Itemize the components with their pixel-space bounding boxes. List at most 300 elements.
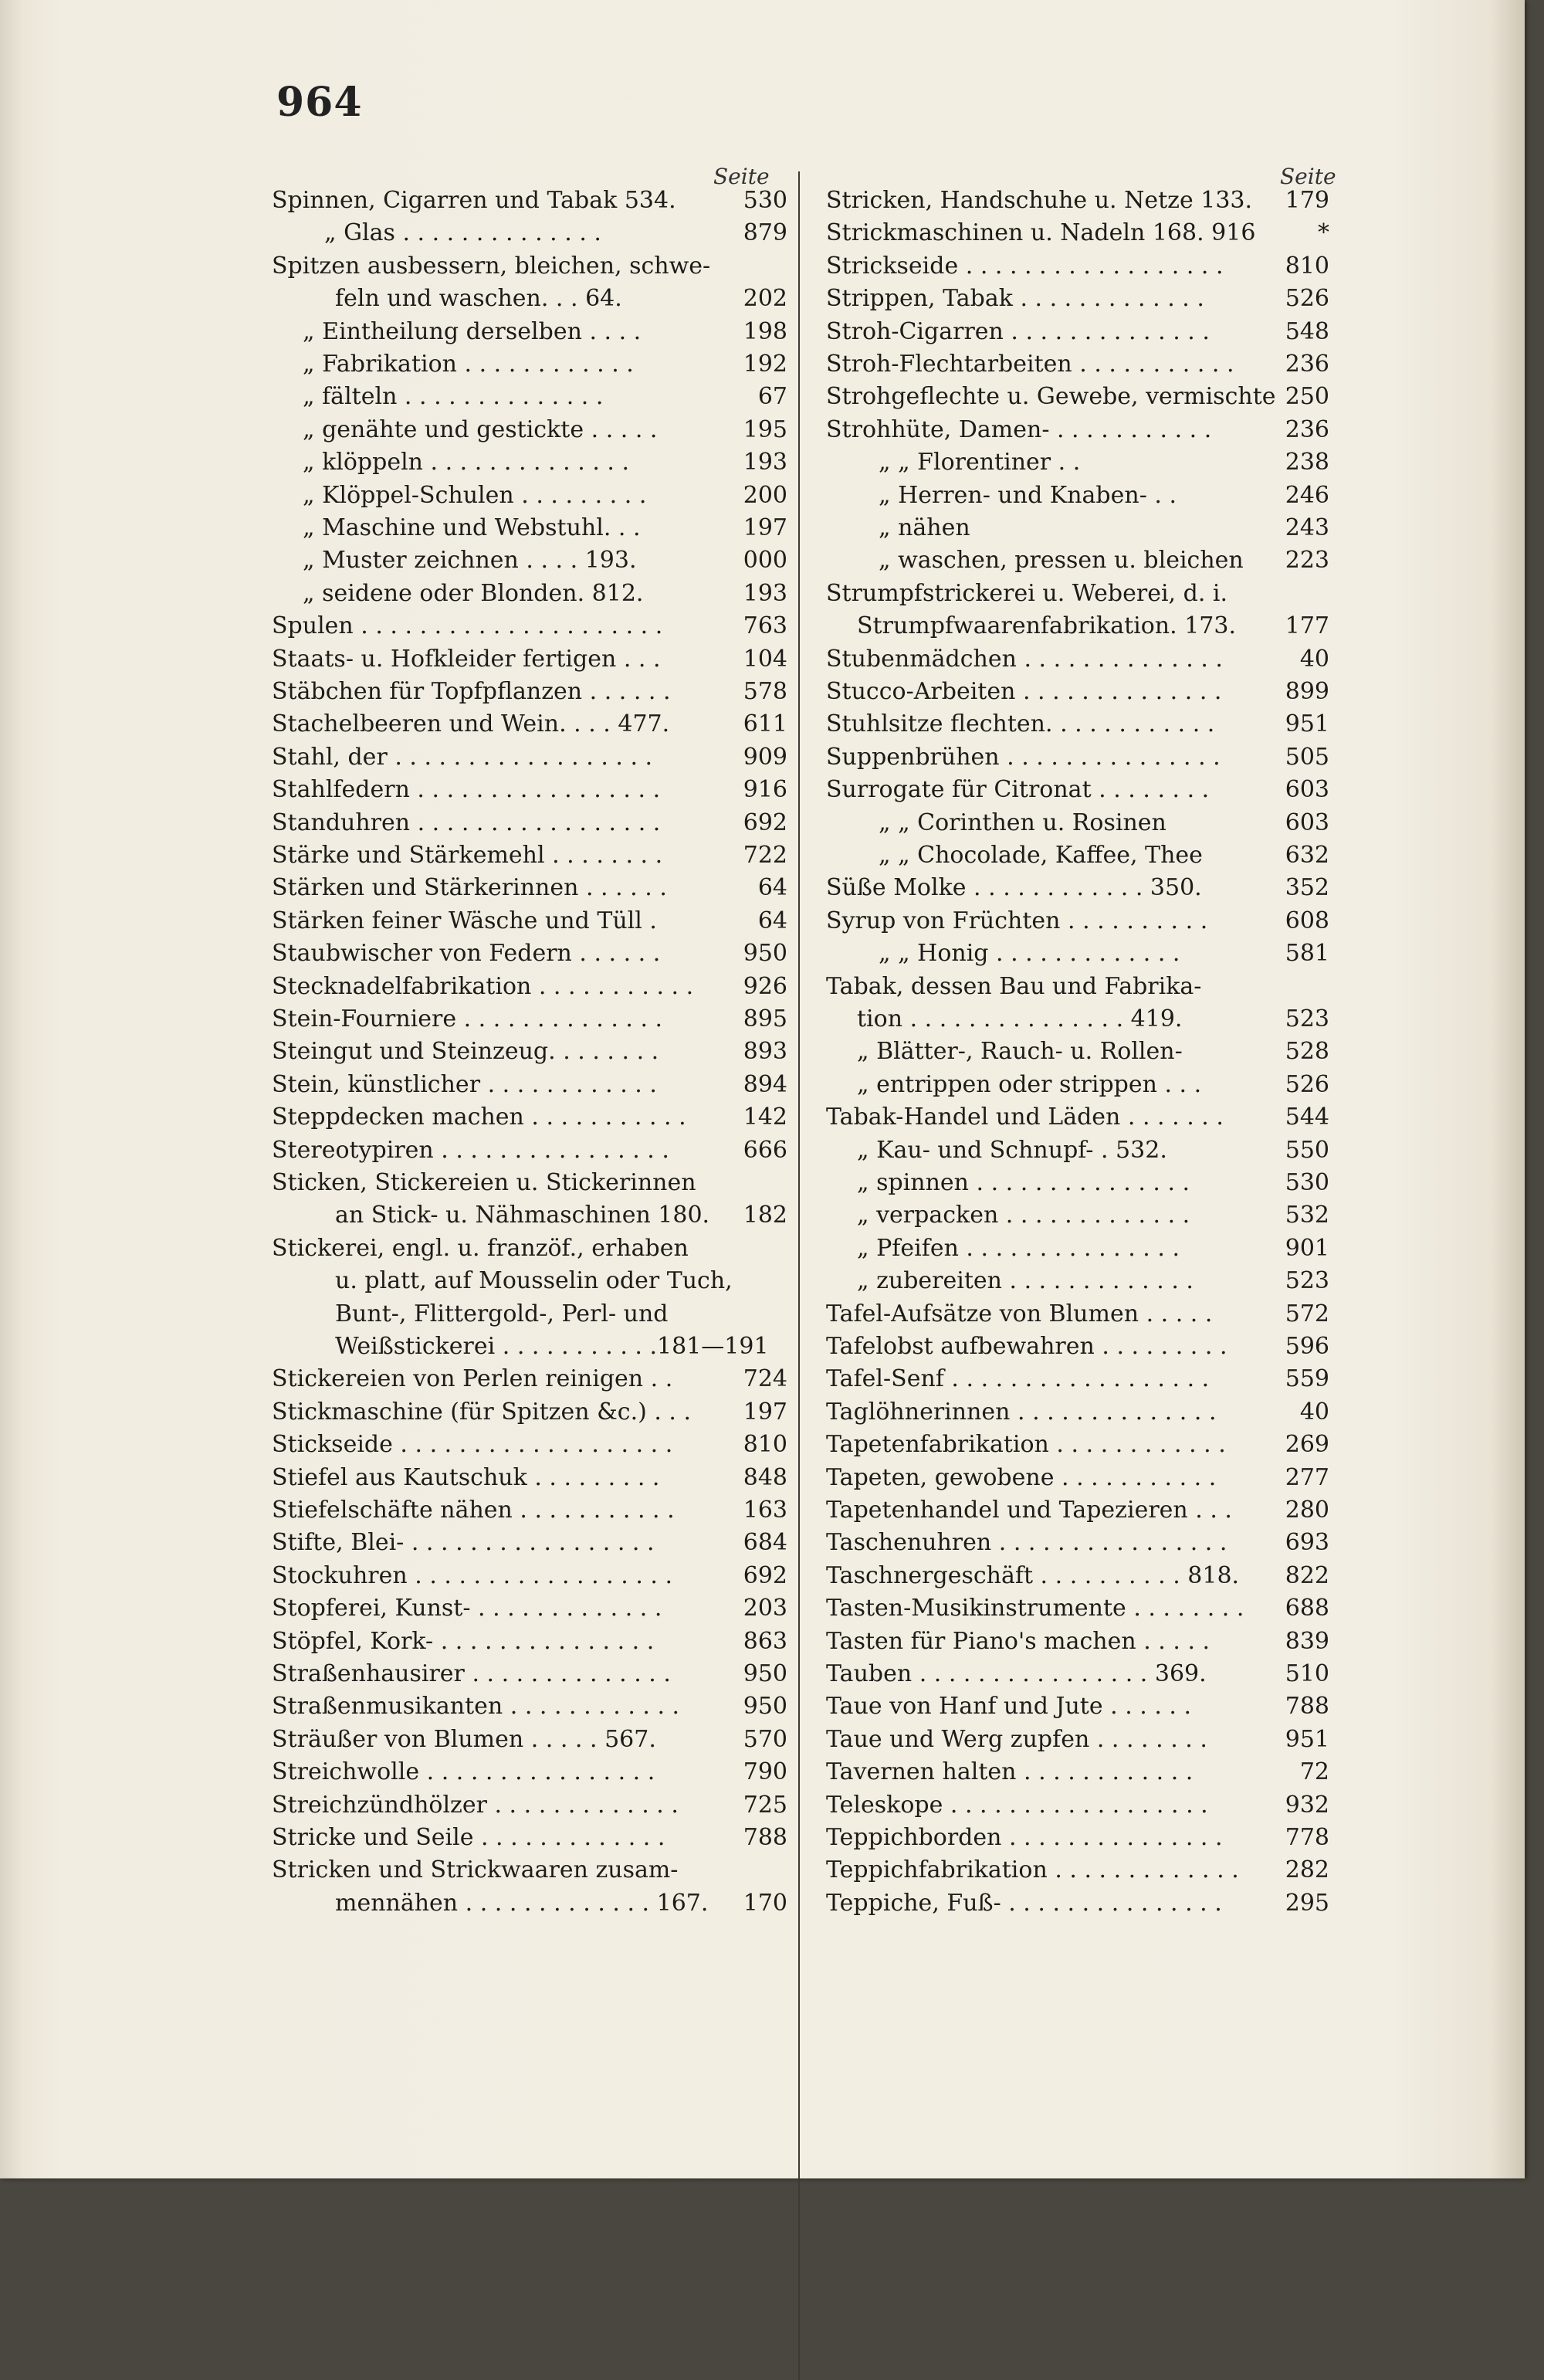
index-entry	[272, 1855, 787, 1886]
index-entry-page: 104	[743, 645, 787, 673]
index-entry-text: Surrogate für Citronat . . . . . . . .	[826, 776, 1210, 804]
index-entry-page: 192	[743, 351, 787, 378]
index-entry-text: „ seidene oder Blonden. 812.	[303, 579, 644, 607]
index-entry-page: 693	[1285, 1529, 1329, 1557]
index-entry	[272, 513, 787, 544]
index-entry-page: 530	[743, 187, 787, 214]
index-entry	[826, 1626, 1329, 1657]
index-entry-text: u. platt, auf Mousselin oder Tuch,	[335, 1267, 733, 1295]
index-entry-page: 909	[743, 743, 787, 771]
index-entry	[826, 1070, 1329, 1100]
index-entry	[826, 1659, 1329, 1690]
index-entry-text: Spitzen ausbessern, bleichen, schwe-	[272, 252, 711, 280]
index-entry-page: 666	[743, 1136, 787, 1164]
index-entry-page: 548	[1285, 317, 1329, 345]
index-entry-text: „ Maschine und Webstuhl. . .	[303, 514, 641, 541]
index-entry	[272, 1429, 787, 1460]
index-entry-text: Stöpfel, Kork- . . . . . . . . . . . . . . .	[272, 1627, 655, 1655]
index-entry-page: 195	[743, 415, 787, 443]
index-entry-text: „ Klöppel-Schulen . . . . . . . . .	[303, 481, 647, 509]
index-entry	[826, 283, 1329, 314]
index-entry-page: 894	[743, 1070, 787, 1098]
index-entry	[826, 742, 1329, 773]
index-entry-page: 72	[1299, 1758, 1329, 1786]
index-entry	[272, 676, 787, 707]
index-entry-text: Tapetenhandel und Tapezieren . . .	[826, 1497, 1232, 1524]
index-entry	[272, 349, 787, 380]
index-entry	[826, 1527, 1329, 1558]
index-entry-page: 778	[1285, 1824, 1329, 1851]
index-entry	[272, 185, 787, 216]
index-entry	[826, 1855, 1329, 1886]
index-entry	[826, 676, 1329, 707]
index-entry-page: 901	[1285, 1234, 1329, 1262]
index-entry-page: 179	[1285, 187, 1329, 214]
index-entry-text: Weißstickerei . . . . . . . . . . .181—191	[335, 1333, 769, 1360]
index-entry-text: Stockuhren . . . . . . . . . . . . . . . . . .	[272, 1561, 673, 1589]
index-entry-text: Tapeten, gewobene . . . . . . . . . . .	[826, 1463, 1217, 1491]
index-entry-text: Stiefelschäfte nähen . . . . . . . . . . .	[272, 1497, 675, 1524]
index-entry-page: 200	[743, 481, 787, 509]
index-entry-text: Tauben . . . . . . . . . . . . . . . . 369.	[826, 1660, 1207, 1687]
index-entry	[826, 447, 1329, 478]
index-entry-text: feln und waschen. . . 64.	[335, 285, 622, 313]
index-entry-page: 295	[1285, 1889, 1329, 1917]
index-entry-text: Stucco-Arbeiten . . . . . . . . . . . . . .	[826, 678, 1222, 705]
index-entry	[826, 185, 1329, 216]
index-entry	[826, 513, 1329, 544]
index-entry-text: Stecknadelfabrikation . . . . . . . . . . .	[272, 972, 694, 1000]
index-entry	[272, 1364, 787, 1395]
index-entry-page: 932	[1285, 1791, 1329, 1819]
index-entry-text: Stickmaschine (für Spitzen &c.) . . .	[272, 1398, 692, 1426]
index-entry-page: 603	[1285, 809, 1329, 836]
index-entry	[826, 480, 1329, 511]
index-entry-page: 532	[1285, 1202, 1329, 1229]
index-entry	[826, 578, 1329, 609]
index-entry-text: an Stick- u. Nähmaschinen 180.	[335, 1202, 710, 1229]
index-entry-page: 193	[743, 579, 787, 607]
index-entry-text: Taue und Werg zupfen . . . . . . . .	[826, 1725, 1207, 1753]
index-entry-text: Stickerei, engl. u. franzöf., erhaben	[272, 1234, 689, 1262]
index-entry	[272, 1168, 787, 1198]
index-entry	[272, 1593, 787, 1624]
index-entry	[272, 283, 787, 314]
index-entry	[272, 317, 787, 348]
index-entry-page: 822	[1285, 1561, 1329, 1589]
index-entry-page: 523	[1285, 1267, 1329, 1295]
index-entry-page: 67	[757, 383, 787, 411]
index-entry	[826, 1036, 1329, 1067]
index-entry	[826, 1233, 1329, 1264]
index-entry-text: Straßenmusikanten . . . . . . . . . . . .	[272, 1693, 680, 1721]
index-entry-text: Stubenmädchen . . . . . . . . . . . . . .	[826, 645, 1223, 673]
index-entry-page: 608	[1285, 907, 1329, 934]
index-entry-text: Teppichborden . . . . . . . . . . . . . . .	[826, 1824, 1223, 1851]
index-entry-text: Stickereien von Perlen reinigen . .	[272, 1365, 673, 1393]
index-entry	[826, 1888, 1329, 1919]
index-entry-page: 839	[1285, 1627, 1329, 1655]
index-entry-text: „ „ Florentiner . .	[879, 449, 1081, 476]
index-entry-text: „ Glas . . . . . . . . . . . . . .	[324, 219, 601, 247]
index-entry-text: „ Kau- und Schnupf- . 532.	[857, 1136, 1167, 1164]
index-entry-page: 523	[1285, 1005, 1329, 1032]
index-entry-text: Strickseide . . . . . . . . . . . . . . . . . .	[826, 252, 1224, 280]
index-entry-page: 197	[743, 514, 787, 541]
index-entry-page: 250	[1285, 383, 1329, 411]
index-entry-page: 951	[1285, 710, 1329, 738]
index-entry-text: Strohgeflechte u. Gewebe, vermischte	[826, 383, 1276, 411]
index-entry-text: Steingut und Steinzeug. . . . . . . .	[272, 1038, 659, 1066]
index-entry-page: 236	[1285, 351, 1329, 378]
index-entry	[826, 1822, 1329, 1853]
index-entry-page: 916	[743, 776, 787, 804]
index-entry-text: „ genähte und gestickte . . . . .	[303, 415, 658, 443]
index-entry	[272, 218, 787, 249]
index-entry-text: Taglöhnerinnen . . . . . . . . . . . . . .	[826, 1398, 1217, 1426]
index-entry	[826, 1691, 1329, 1722]
index-entry-text: „ Herren- und Knaben- . .	[879, 481, 1177, 509]
index-entry-page: *	[1318, 219, 1329, 247]
index-entry	[826, 1168, 1329, 1198]
index-entry-text: „ Pfeifen . . . . . . . . . . . . . . .	[857, 1234, 1180, 1262]
index-entry	[826, 1757, 1329, 1788]
index-entry-page: 544	[1285, 1104, 1329, 1131]
index-entry	[272, 1004, 787, 1035]
index-entry	[272, 251, 787, 282]
index-entry-text: Strumpfwaarenfabrikation. 173.	[857, 612, 1236, 640]
index-entry	[826, 1299, 1329, 1330]
index-entry-page: 725	[743, 1791, 787, 1819]
index-entry-page: 000	[743, 547, 787, 575]
index-entry-text: Tafelobst aufbewahren . . . . . . . . .	[826, 1333, 1227, 1360]
index-entry-text: Syrup von Früchten . . . . . . . . . .	[826, 907, 1208, 934]
index-entry-page: 223	[1285, 547, 1329, 575]
index-entry-text: Stäbchen für Topfpflanzen . . . . . .	[272, 678, 671, 705]
index-entry	[272, 1397, 787, 1428]
index-entry	[272, 873, 787, 904]
index-entry-text: Taue von Hanf und Jute . . . . . .	[826, 1693, 1192, 1721]
index-entry-page: 246	[1285, 481, 1329, 509]
index-entry-page: 170	[743, 1889, 787, 1917]
index-entry	[272, 971, 787, 1002]
index-entry	[272, 1659, 787, 1690]
index-entry-page: 352	[1285, 874, 1329, 902]
index-entry-page: 505	[1285, 743, 1329, 771]
index-entry	[826, 1331, 1329, 1362]
index-entry	[272, 415, 787, 446]
index-entry-text: „ entrippen oder strippen . . .	[857, 1070, 1202, 1098]
index-entry-page: 526	[1285, 1070, 1329, 1098]
index-entry	[826, 415, 1329, 446]
index-entry	[272, 1724, 787, 1755]
index-entry-page: 510	[1285, 1660, 1329, 1687]
index-entry-page: 530	[1285, 1169, 1329, 1196]
index-entry-text: Stroh-Cigarren . . . . . . . . . . . . . .	[826, 317, 1210, 345]
index-entry-text: „ „ Chocolade, Kaffee, Thee	[879, 842, 1203, 869]
index-entry	[826, 1724, 1329, 1755]
index-entry	[272, 1495, 787, 1526]
index-entry	[272, 775, 787, 805]
index-entry-page: 848	[743, 1463, 787, 1491]
index-entry-page: 926	[743, 972, 787, 1000]
index-entry-text: Tasten-Musikinstrumente . . . . . . . .	[826, 1595, 1244, 1622]
index-entry	[826, 1200, 1329, 1231]
index-entry-page: 603	[1285, 776, 1329, 804]
index-entry	[826, 611, 1329, 642]
index-entry-page: 893	[743, 1038, 787, 1066]
index-entry-text: „ Eintheilung derselben . . . .	[303, 317, 642, 345]
index-entry-page: 692	[743, 809, 787, 836]
index-entry-page: 203	[743, 1595, 787, 1622]
index-entry-page: 632	[1285, 842, 1329, 869]
column-divider	[798, 171, 800, 2380]
index-entry-text: Strumpfstrickerei u. Weberei, d. i.	[826, 579, 1228, 607]
index-entry-page: 951	[1285, 1725, 1329, 1753]
right-column-header: Seite	[1280, 164, 1336, 189]
index-entry	[826, 1135, 1329, 1166]
index-entry-page: 810	[743, 1431, 787, 1459]
index-entry	[272, 545, 787, 576]
index-entry-text: mennähen . . . . . . . . . . . . . 167.	[335, 1889, 709, 1917]
index-entry-text: Stuhlsitze flechten. . . . . . . . . . . .	[826, 710, 1215, 738]
index-entry	[826, 644, 1329, 675]
index-entry-page: 243	[1285, 514, 1329, 541]
index-entry-page: 763	[743, 612, 787, 640]
index-entry	[272, 1102, 787, 1133]
index-entry-text: Streichzündhölzer . . . . . . . . . . . . .	[272, 1791, 679, 1819]
index-entry-text: „ spinnen . . . . . . . . . . . . . . .	[857, 1169, 1190, 1196]
index-entry-page: 570	[743, 1725, 787, 1753]
index-entry	[272, 1135, 787, 1166]
index-entry-page: 788	[1285, 1693, 1329, 1721]
index-entry	[272, 1790, 787, 1821]
index-entry-text: Tasten für Piano's machen . . . . .	[826, 1627, 1210, 1655]
index-entry	[826, 808, 1329, 839]
index-entry	[272, 1299, 787, 1330]
index-entry-text: Stärken feiner Wäsche und Tüll .	[272, 907, 657, 934]
index-entry-page: 578	[743, 678, 787, 705]
index-entry	[826, 709, 1329, 740]
index-entry-text: Sticken, Stickereien u. Stickerinnen	[272, 1169, 696, 1196]
index-entry-page: 528	[1285, 1038, 1329, 1066]
index-entry-page: 236	[1285, 415, 1329, 443]
index-entry-text: Tapetenfabrikation . . . . . . . . . . . .	[826, 1431, 1226, 1459]
index-entry-text: Sträußer von Blumen . . . . . 567.	[272, 1725, 656, 1753]
index-entry-text: Straßenhausirer . . . . . . . . . . . . . .	[272, 1660, 671, 1687]
index-entry-text: Stickseide . . . . . . . . . . . . . . . . . . .	[272, 1431, 673, 1459]
index-entry	[272, 1626, 787, 1657]
index-entry-text: Tabak-Handel und Läden . . . . . . .	[826, 1104, 1224, 1131]
index-entry	[272, 906, 787, 937]
index-entry	[826, 971, 1329, 1002]
index-entry-text: Stereotypiren . . . . . . . . . . . . . . . .	[272, 1136, 669, 1164]
index-entry-text: Stricken und Strickwaaren zusam-	[272, 1856, 679, 1884]
index-entry-text: Spinnen, Cigarren und Tabak 534.	[272, 187, 676, 214]
index-entry-text: Stahlfedern . . . . . . . . . . . . . . . . .	[272, 776, 661, 804]
index-entry	[272, 1463, 787, 1493]
index-entry	[826, 1266, 1329, 1297]
index-entry-text: „ Fabrikation . . . . . . . . . . . .	[303, 351, 634, 378]
index-entry-page: 64	[757, 907, 787, 934]
index-entry-page: 895	[743, 1005, 787, 1032]
index-entry	[826, 317, 1329, 348]
index-entry	[272, 1561, 787, 1592]
index-entry-text: Tabak, dessen Bau und Fabrika-	[826, 972, 1202, 1000]
index-entry	[826, 1463, 1329, 1493]
index-entry-page: 950	[743, 940, 787, 968]
index-entry-page: 280	[1285, 1497, 1329, 1524]
index-entry	[272, 611, 787, 642]
index-entry-page: 64	[757, 874, 787, 902]
index-entry-page: 863	[743, 1627, 787, 1655]
index-entry-page: 277	[1285, 1463, 1329, 1491]
index-entry-text: Strickmaschinen u. Nadeln 168. 916	[826, 219, 1256, 247]
index-entry-text: „ nähen	[879, 514, 970, 541]
index-entry-page: 197	[743, 1398, 787, 1426]
index-entry-page: 238	[1285, 449, 1329, 476]
index-entry	[272, 381, 787, 412]
index-entry-page: 692	[743, 1561, 787, 1589]
index-entry	[826, 1364, 1329, 1395]
index-entry-page: 40	[1299, 645, 1329, 673]
index-entry	[826, 218, 1329, 249]
index-entry-page: 202	[743, 285, 787, 313]
index-entry-page: 198	[743, 317, 787, 345]
index-entry	[826, 381, 1329, 412]
index-entry	[272, 1266, 787, 1297]
index-entry-text: Stein-Fourniere . . . . . . . . . . . . . .	[272, 1005, 663, 1032]
index-entry-page: 879	[743, 219, 787, 247]
index-entry-text: Stachelbeeren und Wein. . . . 477.	[272, 710, 670, 738]
index-entry	[272, 709, 787, 740]
index-entry-text: Taschenuhren . . . . . . . . . . . . . . . .	[826, 1529, 1227, 1557]
index-entry-text: Stricken, Handschuhe u. Netze 133.	[826, 187, 1253, 214]
index-entry-page: 163	[743, 1497, 787, 1524]
index-entry	[272, 1822, 787, 1853]
index-entry-page: 596	[1285, 1333, 1329, 1360]
index-entry-page: 572	[1285, 1300, 1329, 1327]
index-entry-page: 177	[1285, 612, 1329, 640]
index-entry-page: 899	[1285, 678, 1329, 705]
index-entry-text: Tafel-Senf . . . . . . . . . . . . . . . . . .	[826, 1365, 1210, 1393]
index-entry-text: Strohhüte, Damen- . . . . . . . . . . .	[826, 415, 1212, 443]
index-entry-text: „ verpacken . . . . . . . . . . . . .	[857, 1202, 1190, 1229]
index-entry-text: Stahl, der . . . . . . . . . . . . . . . . . .	[272, 743, 653, 771]
index-entry-text: Stricke und Seile . . . . . . . . . . . . .	[272, 1824, 665, 1851]
index-entry-text: „ fälteln . . . . . . . . . . . . . .	[303, 383, 604, 411]
index-entry	[272, 1691, 787, 1722]
index-entry	[826, 938, 1329, 969]
index-entry-text: Bunt-, Flittergold-, Perl- und	[335, 1300, 669, 1327]
index-entry-page: 526	[1285, 285, 1329, 313]
index-entry-page: 550	[1285, 1136, 1329, 1164]
left-column-header: Seite	[713, 164, 770, 189]
index-entry-text: Stifte, Blei- . . . . . . . . . . . . . . . . .	[272, 1529, 655, 1557]
index-entry	[826, 1561, 1329, 1592]
index-entry-page: 810	[1285, 252, 1329, 280]
index-entry-text: Tavernen halten . . . . . . . . . . . .	[826, 1758, 1194, 1786]
index-entry-text: Spulen . . . . . . . . . . . . . . . . . . . . .	[272, 612, 663, 640]
index-entry	[272, 1757, 787, 1788]
index-entry	[826, 1495, 1329, 1526]
index-entry	[272, 578, 787, 609]
index-entry-text: Streichwolle . . . . . . . . . . . . . . . .	[272, 1758, 655, 1786]
index-entry-text: Staats- u. Hofkleider fertigen . . .	[272, 645, 661, 673]
index-entry	[826, 1004, 1329, 1035]
index-entry-text: „ Muster zeichnen . . . . 193.	[303, 547, 637, 575]
index-entry-text: Taschnergeschäft . . . . . . . . . . 818.	[826, 1561, 1240, 1589]
index-entry-text: Stärken und Stärkerinnen . . . . . .	[272, 874, 667, 902]
index-entry-page: 193	[743, 449, 787, 476]
index-entry-text: Teleskope . . . . . . . . . . . . . . . . . .	[826, 1791, 1208, 1819]
index-entry	[826, 906, 1329, 937]
index-entry-text: Stroh-Flechtarbeiten . . . . . . . . . . .	[826, 351, 1234, 378]
index-entry-page: 559	[1285, 1365, 1329, 1393]
index-entry-page: 788	[743, 1824, 787, 1851]
index-entry-text: Standuhren . . . . . . . . . . . . . . . . .	[272, 809, 661, 836]
index-entry-text: Strippen, Tabak . . . . . . . . . . . . .	[826, 285, 1204, 313]
index-entry	[272, 742, 787, 773]
index-entry	[272, 1070, 787, 1100]
index-entry-text: „ waschen, pressen u. bleichen	[879, 547, 1244, 575]
index-entry-text: Steppdecken machen . . . . . . . . . . .	[272, 1104, 686, 1131]
index-entry-page: 182	[743, 1202, 787, 1229]
index-entry-text: Stiefel aus Kautschuk . . . . . . . . .	[272, 1463, 660, 1491]
index-entry	[826, 1429, 1329, 1460]
index-entry-page: 269	[1285, 1431, 1329, 1459]
index-entry	[272, 1233, 787, 1264]
index-entry-page: 950	[743, 1693, 787, 1721]
index-entry-page: 282	[1285, 1856, 1329, 1884]
index-entry	[272, 840, 787, 871]
index-entry	[272, 1200, 787, 1231]
index-entry-text: „ „ Honig . . . . . . . . . . . . .	[879, 940, 1180, 968]
index-entry	[826, 1593, 1329, 1624]
index-entry-page: 790	[743, 1758, 787, 1786]
index-entry-page: 40	[1299, 1398, 1329, 1426]
index-entry-text: „ „ Corinthen u. Rosinen	[879, 809, 1166, 836]
index-entry-text: „ zubereiten . . . . . . . . . . . . .	[857, 1267, 1194, 1295]
index-entry-page: 611	[743, 710, 787, 738]
index-entry-text: Suppenbrühen . . . . . . . . . . . . . . .	[826, 743, 1221, 771]
index-entry	[826, 1790, 1329, 1821]
index-entry	[826, 840, 1329, 871]
index-entry	[272, 1527, 787, 1558]
index-entry-text: Süße Molke . . . . . . . . . . . . 350.	[826, 874, 1202, 902]
index-entry-text: Staubwischer von Federn . . . . . .	[272, 940, 661, 968]
index-entry	[272, 1888, 787, 1919]
index-entry-text: Teppichfabrikation . . . . . . . . . . . . .	[826, 1856, 1239, 1884]
index-entry-text: Stein, künstlicher . . . . . . . . . . . .	[272, 1070, 657, 1098]
index-entry-text: Tafel-Aufsätze von Blumen . . . . .	[826, 1300, 1213, 1327]
index-entry-text: tion . . . . . . . . . . . . . . . 419.	[857, 1005, 1183, 1032]
index-entry-page: 722	[743, 842, 787, 869]
index-entry-page: 950	[743, 1660, 787, 1687]
index-entry-text: Teppiche, Fuß- . . . . . . . . . . . . . . .	[826, 1889, 1222, 1917]
index-entry	[826, 1397, 1329, 1428]
index-entry-page: 581	[1285, 940, 1329, 968]
index-entry	[272, 447, 787, 478]
index-entry	[272, 480, 787, 511]
index-entry-page: 684	[743, 1529, 787, 1557]
index-entry	[826, 251, 1329, 282]
index-entry	[826, 545, 1329, 576]
index-entry-text: Stärke und Stärkemehl . . . . . . . .	[272, 842, 663, 869]
index-entry-page: 724	[743, 1365, 787, 1393]
index-entry	[826, 349, 1329, 380]
index-entry	[272, 938, 787, 969]
